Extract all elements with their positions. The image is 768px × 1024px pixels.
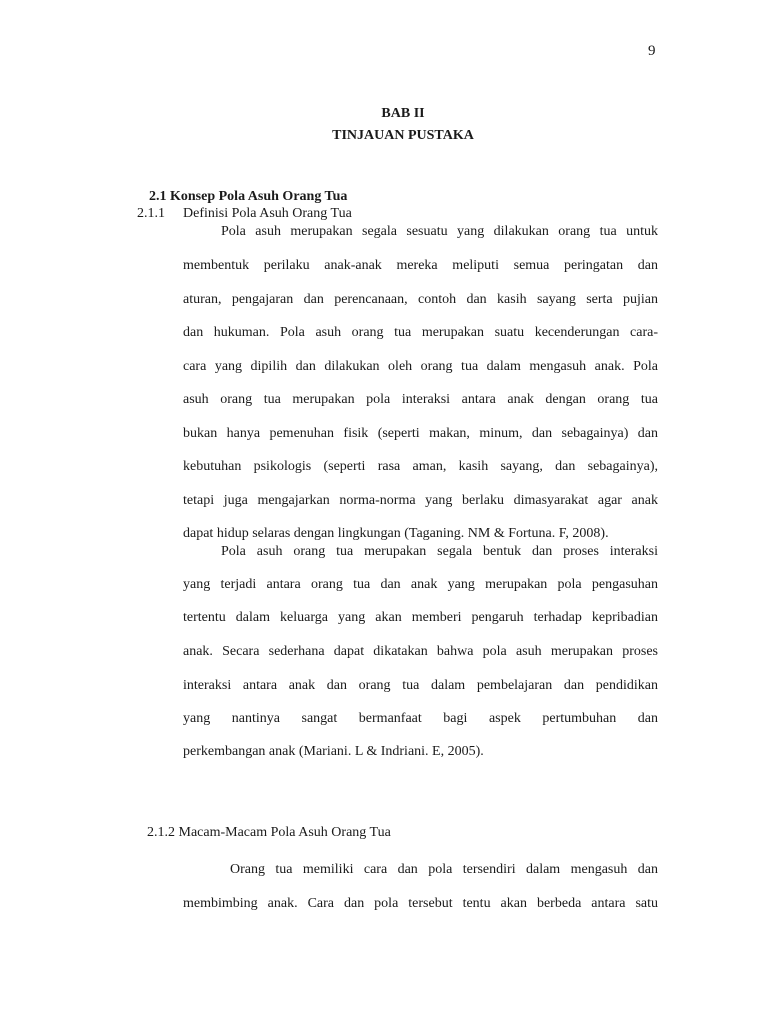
paragraph-line: Pola asuh merupakan segala sesuatu yang dilakukan orang tua untuk — [221, 224, 658, 239]
paragraph-line: Pola asuh orang tua merupakan segala bentuk dan proses interaksi — [221, 544, 658, 559]
paragraph-line: yang nantinya sangat bermanfaat bagi aspek pertumbuhan dan — [183, 711, 658, 726]
paragraph-line: perkembangan anak (Mariani. L & Indriani. E, 2005). — [183, 744, 484, 759]
paragraph-line: yang terjadi antara orang tua dan anak yang merupakan pola pengasuhan — [183, 577, 658, 592]
paragraph-line: anak. Secara sederhana dapat dikatakan bahwa pola asuh merupakan proses — [183, 644, 658, 659]
chapter-label: BAB II — [381, 106, 425, 121]
paragraph-line: membentuk perilaku anak-anak mereka meliputi semua peringatan dan — [183, 258, 658, 273]
chapter-title: TINJAUAN PUSTAKA — [332, 128, 474, 143]
subsection-number: 2.1.1 — [137, 206, 165, 221]
paragraph-line: Orang tua memiliki cara dan pola tersendiri dalam mengasuh dan — [230, 862, 658, 877]
subsection-title: Macam-Macam Pola Asuh Orang Tua — [178, 825, 391, 840]
subsection-number: 2.1.2 — [147, 825, 175, 840]
subsection-heading — [147, 825, 391, 841]
paragraph-line: interaksi antara anak dan orang tua dalam pembelajaran dan pendidikan — [183, 678, 658, 693]
paragraph-line: dan hukuman. Pola asuh orang tua merupakan suatu kecenderungan cara- — [183, 325, 658, 340]
paragraph-line: tertentu dalam keluarga yang akan memberi pengaruh terhadap kepribadian — [183, 610, 658, 625]
chapter-header — [0, 103, 768, 147]
paragraph-line: asuh orang tua merupakan pola interaksi antara anak dengan orang tua — [183, 392, 658, 407]
paragraph-line: membimbing anak. Cara dan pola tersebut tentu akan berbeda antara satu — [183, 896, 658, 911]
page-number: 9 — [648, 43, 656, 59]
section-heading: 2.1 Konsep Pola Asuh Orang Tua — [149, 189, 348, 204]
paragraph-line: kebutuhan psikologis (seperti rasa aman, kasih sayang, dan sebagainya), — [183, 459, 658, 474]
paragraph-line: tetapi juga mengajarkan norma-norma yang berlaku dimasyarakat agar anak — [183, 493, 658, 508]
paragraph-line: dapat hidup selaras dengan lingkungan (Taganing. NM & Fortuna. F, 2008). — [183, 526, 609, 541]
paragraph-line: cara yang dipilih dan dilakukan oleh orang tua dalam mengasuh anak. Pola — [183, 359, 658, 374]
paragraph-line: aturan, pengajaran dan perencanaan, contoh dan kasih sayang serta pujian — [183, 292, 658, 307]
subsection-title: Definisi Pola Asuh Orang Tua — [183, 206, 352, 221]
subsection-heading — [137, 206, 352, 222]
paragraph-line: bukan hanya pemenuhan fisik (seperti makan, minum, dan sebagainya) dan — [183, 426, 658, 441]
